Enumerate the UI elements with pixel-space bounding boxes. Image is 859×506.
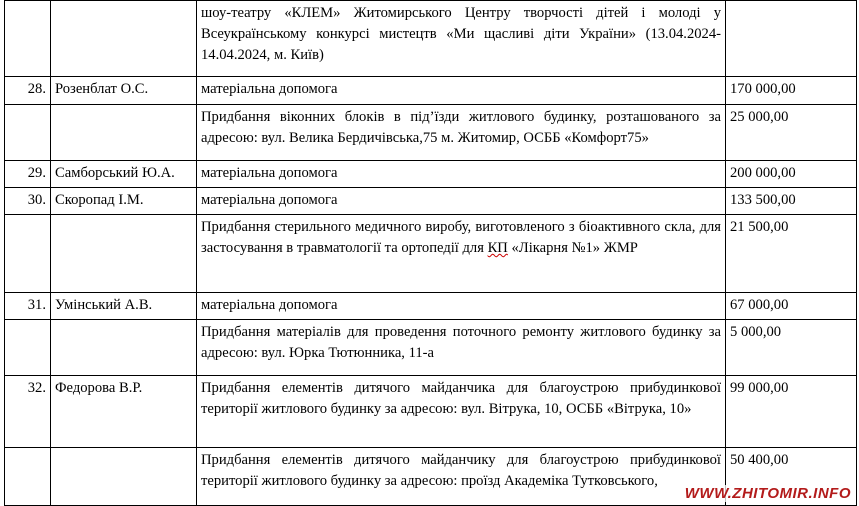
amount-value: 200 000,00: [726, 161, 857, 188]
amount-value: 50 400,00: [726, 448, 857, 506]
purpose-text: Придбання віконних блоків в під’їзди житлового будинку, розташованого за адресою: вул. Велика Бердичівська,75 м. Житомир, ОСББ «Комфорт75»: [197, 105, 726, 161]
row-number: 32.: [5, 376, 51, 448]
allocation-table: [4, 0, 857, 506]
watermark-text: WWW.ZHITOMIR.INFO: [684, 485, 851, 502]
amount-value: 21 500,00: [726, 215, 857, 293]
recipient-name: [51, 215, 197, 293]
row-number: [5, 105, 51, 161]
purpose-text-part: «Лікарня №1» ЖМР: [507, 240, 638, 256]
recipient-name: [51, 1, 197, 77]
recipient-name: Самборський Ю.А.: [51, 161, 197, 188]
recipient-name: [51, 105, 197, 161]
amount-value: 67 000,00: [726, 293, 857, 320]
row-number: [5, 320, 51, 376]
amount-value: 25 000,00: [726, 105, 857, 161]
row-number: [5, 215, 51, 293]
row-number: [5, 1, 51, 77]
purpose-text: [197, 215, 726, 293]
table-row: [5, 293, 857, 320]
purpose-text: Придбання елементів дитячого майданчику для благоустрою прибудинкової території житлового будинку за адресою: проїзд Академіка Тутковського,: [197, 448, 726, 506]
purpose-text: матеріальна допомога: [197, 188, 726, 215]
purpose-text: Придбання елементів дитячого майданчика для благоустрою прибудинкової території житлового будинку за адресою: вул. Вітрука, 10, ОСББ «Вітрука, 10»: [197, 376, 726, 448]
amount-value: [726, 1, 857, 77]
row-number: 28.: [5, 77, 51, 105]
amount-value: 170 000,00: [726, 77, 857, 105]
amount-value: 133 500,00: [726, 188, 857, 215]
row-number: 30.: [5, 188, 51, 215]
spellcheck-word: КП: [487, 240, 508, 256]
row-number: 29.: [5, 161, 51, 188]
table-row: [5, 77, 857, 105]
purpose-text: Придбання матеріалів для проведення поточного ремонту житлового будинку за адресою: вул. Юрка Тютюнника, 11-а: [197, 320, 726, 376]
table-row: [5, 188, 857, 215]
recipient-name: [51, 320, 197, 376]
table-row: [5, 320, 857, 376]
recipient-name: Скоропад І.М.: [51, 188, 197, 215]
row-number: [5, 448, 51, 506]
purpose-text: матеріальна допомога: [197, 77, 726, 105]
recipient-name: Умінський А.В.: [51, 293, 197, 320]
amount-value: 99 000,00: [726, 376, 857, 448]
purpose-text-part: Придбання стерильного медичного виробу, виготовленого з біоактивного скла, для застосування в травматології та ортопедії для: [201, 219, 721, 256]
purpose-text: матеріальна допомога: [197, 161, 726, 188]
purpose-text: матеріальна допомога: [197, 293, 726, 320]
table-row: [5, 376, 857, 448]
recipient-name: Федорова В.Р.: [51, 376, 197, 448]
amount-value: 5 000,00: [726, 320, 857, 376]
table-row: [5, 215, 857, 293]
table-row: [5, 161, 857, 188]
purpose-text: шоу-театру «КЛЕМ» Житомирського Центру творчості дітей і молоді у Всеукраїнському конкурсі мистецтв «Ми щасливі діти України» (13.04.2024-14.04.2024, м. Київ): [197, 1, 726, 77]
row-number: 31.: [5, 293, 51, 320]
table-row: [5, 105, 857, 161]
table-row: [5, 1, 857, 77]
recipient-name: Розенблат О.С.: [51, 77, 197, 105]
recipient-name: [51, 448, 197, 506]
